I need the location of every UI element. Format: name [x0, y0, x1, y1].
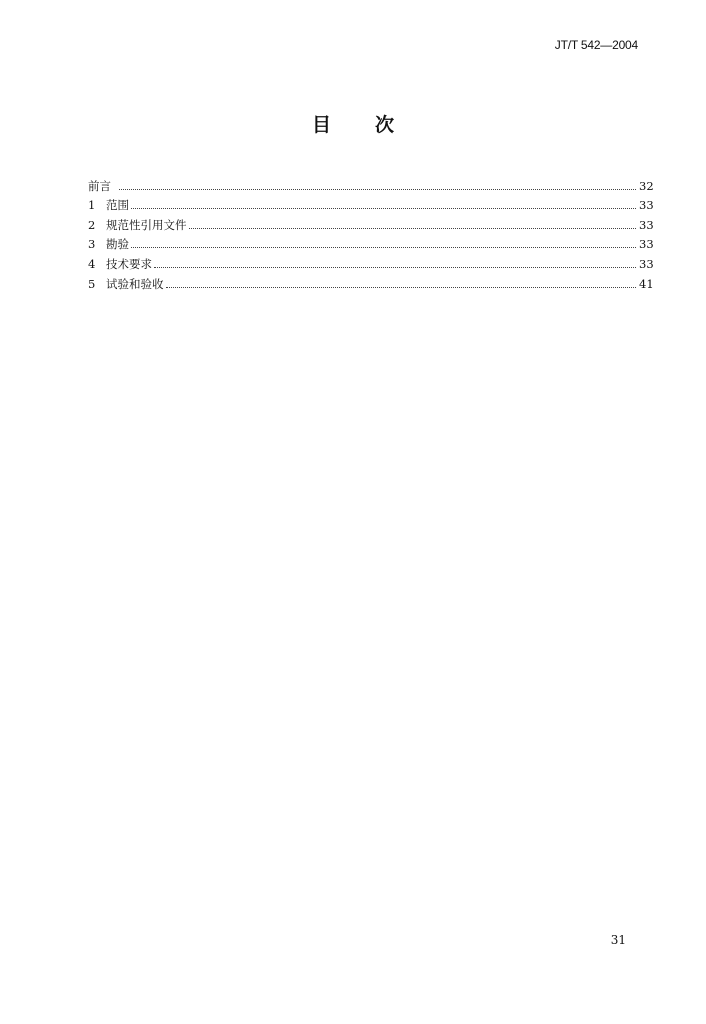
- page-number: 31: [610, 933, 626, 947]
- toc-entry-number: 4: [88, 256, 96, 271]
- table-of-contents: [88, 173, 653, 291]
- page-title: 目次: [311, 114, 438, 136]
- toc-entry-foreword[interactable]: [88, 173, 653, 193]
- toc-entry-number: 1: [88, 198, 96, 213]
- toc-entry-label: 试验和验收: [106, 276, 164, 291]
- toc-dot-leader: [166, 287, 637, 288]
- toc-dot-leader: [131, 247, 636, 248]
- toc-dot-leader: [131, 208, 636, 209]
- toc-entry-page: 32: [639, 178, 654, 193]
- toc-entry-page: 33: [639, 256, 654, 271]
- toc-entry-testing-acceptance[interactable]: [88, 271, 653, 291]
- toc-entry-page: 33: [639, 237, 654, 252]
- toc-entry-scope[interactable]: [88, 193, 653, 213]
- toc-entry-survey[interactable]: [88, 232, 653, 252]
- toc-entry-label: 勘验: [106, 237, 129, 252]
- toc-entry-label: 范围: [106, 198, 129, 213]
- toc-entry-page: 41: [639, 276, 654, 291]
- toc-entry-page: 33: [639, 217, 654, 232]
- toc-dot-leader: [154, 267, 636, 268]
- toc-entry-number: 3: [88, 237, 96, 252]
- toc-entry-label: 技术要求: [106, 256, 152, 271]
- toc-dot-leader: [189, 228, 637, 229]
- toc-entry-technical-requirements[interactable]: [88, 251, 653, 271]
- toc-entry-label: 规范性引用文件: [106, 217, 187, 232]
- toc-entry-normative-references[interactable]: [88, 212, 653, 232]
- toc-dot-leader: [119, 189, 636, 190]
- toc-entry-number: 2: [88, 217, 96, 232]
- document-code: JT/T 542—2004: [554, 38, 638, 52]
- toc-entry-number: 5: [88, 276, 96, 291]
- toc-entry-label: 前言: [88, 178, 111, 193]
- toc-entry-page: 33: [639, 198, 654, 213]
